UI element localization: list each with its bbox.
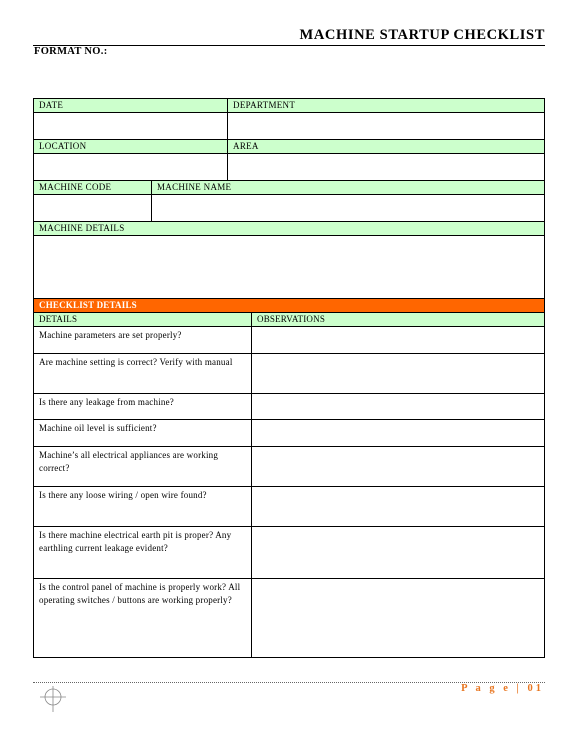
page-number: P a g e | 01 [461,683,544,694]
department-label: DEPARTMENT [228,99,545,113]
checklist-item: Machine oil level is sufficient? [34,420,252,447]
observations-column-header: OBSERVATIONS [252,313,545,327]
machine-name-label: MACHINE NAME [152,181,545,195]
observation-field[interactable] [252,579,545,658]
observation-field[interactable] [252,354,545,394]
machine-code-label: MACHINE CODE [34,181,152,195]
machine-details-field[interactable] [34,236,545,303]
machine-name-field[interactable] [152,195,545,222]
title-divider [33,45,545,46]
observation-field[interactable] [252,394,545,420]
checklist-item: Machine’s all electrical appliances are working correct? [34,447,252,487]
checklist-item: Are machine setting is correct? Verify with manual [34,354,252,394]
document-title: MACHINE STARTUP CHECKLIST [299,27,545,43]
location-label: LOCATION [34,140,228,154]
area-label: AREA [228,140,545,154]
checklist-item: Is there any loose wiring / open wire found? [34,487,252,527]
details-column-header: DETAILS [34,313,252,327]
machine-details-label: MACHINE DETAILS [34,222,545,236]
observation-field[interactable] [252,420,545,447]
observation-field[interactable] [252,447,545,487]
format-number-label: FORMAT NO.: [34,46,108,57]
machine-code-field[interactable] [34,195,152,222]
department-field[interactable] [228,113,545,140]
crosshair-registration-mark-icon [40,686,66,712]
observation-field[interactable] [252,487,545,527]
observation-field[interactable] [252,327,545,354]
general-info-table [33,98,545,303]
date-field[interactable] [34,113,228,140]
checklist-item: Machine parameters are set properly? [34,327,252,354]
checklist-item: Is the control panel of machine is properly work? All operating switches / buttons are working properly? [34,579,252,658]
date-label: DATE [34,99,228,113]
checklist-item: Is there machine electrical earth pit is proper? Any earthling current leakage evident? [34,527,252,579]
area-field[interactable] [228,154,545,181]
checklist-item: Is there any leakage from machine? [34,394,252,420]
checklist-heading: CHECKLIST DETAILS [34,299,545,313]
observation-field[interactable] [252,527,545,579]
checklist-table [33,298,545,658]
location-field[interactable] [34,154,228,181]
